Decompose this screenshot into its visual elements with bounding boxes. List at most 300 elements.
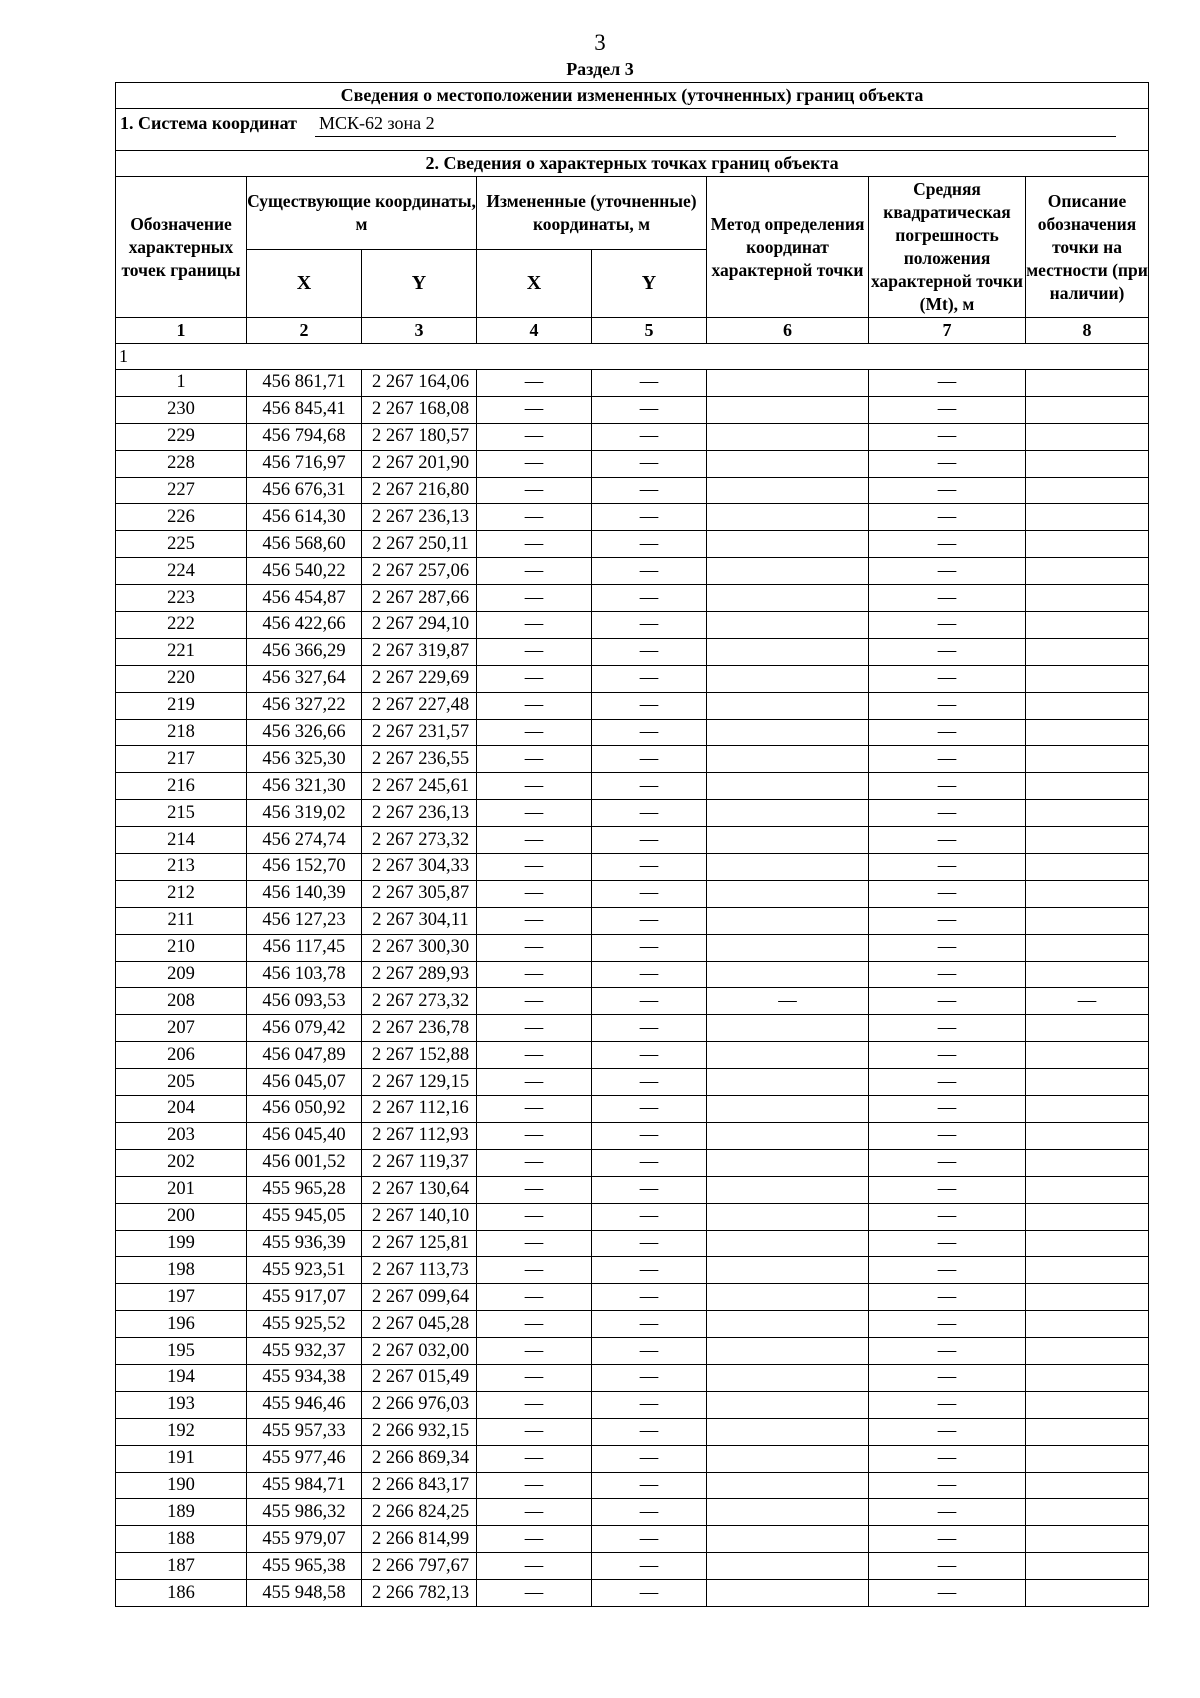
existing-y-cell: 2 267 273,32 — [362, 827, 477, 854]
existing-x-cell: 455 936,39 — [247, 1230, 362, 1257]
changed-y-cell: — — [592, 370, 707, 397]
accuracy-cell: — — [869, 665, 1026, 692]
method-cell — [707, 1472, 869, 1499]
existing-y-cell: 2 267 032,00 — [362, 1338, 477, 1365]
point-number-cell: 229 — [116, 423, 247, 450]
description-cell — [1026, 692, 1149, 719]
method-cell — [707, 961, 869, 988]
accuracy-cell: — — [869, 477, 1026, 504]
table-row — [116, 370, 1149, 397]
existing-y-cell: 2 266 797,67 — [362, 1553, 477, 1580]
existing-y-cell: 2 267 300,30 — [362, 934, 477, 961]
description-cell — [1026, 1445, 1149, 1472]
table-row — [116, 638, 1149, 665]
existing-y-cell: 2 267 304,11 — [362, 907, 477, 934]
existing-x-cell: 456 093,53 — [247, 988, 362, 1015]
header-existing-x: X — [247, 250, 362, 318]
point-number-cell: 225 — [116, 531, 247, 558]
table-row — [116, 1069, 1149, 1096]
changed-y-cell: — — [592, 988, 707, 1015]
method-cell — [707, 1149, 869, 1176]
accuracy-cell: — — [869, 638, 1026, 665]
point-number-cell: 189 — [116, 1499, 247, 1526]
table-row — [116, 1499, 1149, 1526]
accuracy-cell: — — [869, 423, 1026, 450]
changed-y-cell: — — [592, 450, 707, 477]
existing-x-cell: 456 050,92 — [247, 1096, 362, 1123]
existing-y-cell: 2 267 113,73 — [362, 1257, 477, 1284]
changed-y-cell: — — [592, 1391, 707, 1418]
accuracy-cell: — — [869, 1391, 1026, 1418]
accuracy-cell: — — [869, 1257, 1026, 1284]
existing-x-cell: 455 917,07 — [247, 1284, 362, 1311]
description-cell — [1026, 854, 1149, 881]
changed-y-cell: — — [592, 1122, 707, 1149]
method-cell — [707, 638, 869, 665]
changed-x-cell: — — [477, 396, 592, 423]
existing-x-cell: 456 103,78 — [247, 961, 362, 988]
header-changed-x: X — [477, 250, 592, 318]
method-cell — [707, 746, 869, 773]
existing-x-cell: 456 614,30 — [247, 504, 362, 531]
changed-x-cell: — — [477, 719, 592, 746]
changed-x-cell: — — [477, 612, 592, 639]
description-cell — [1026, 1176, 1149, 1203]
changed-y-cell: — — [592, 800, 707, 827]
point-number-cell: 186 — [116, 1580, 247, 1607]
description-cell — [1026, 1096, 1149, 1123]
method-cell — [707, 558, 869, 585]
changed-y-cell: — — [592, 934, 707, 961]
description-cell — [1026, 907, 1149, 934]
method-cell — [707, 1580, 869, 1607]
accuracy-cell: — — [869, 1418, 1026, 1445]
table-row — [116, 1472, 1149, 1499]
accuracy-cell: — — [869, 1499, 1026, 1526]
description-cell — [1026, 1284, 1149, 1311]
existing-y-cell: 2 267 319,87 — [362, 638, 477, 665]
changed-y-cell: — — [592, 1257, 707, 1284]
accuracy-cell: — — [869, 854, 1026, 881]
existing-y-cell: 2 267 245,61 — [362, 773, 477, 800]
description-cell — [1026, 1122, 1149, 1149]
description-cell — [1026, 1418, 1149, 1445]
point-number-cell: 197 — [116, 1284, 247, 1311]
changed-x-cell: — — [477, 934, 592, 961]
existing-x-cell: 456 140,39 — [247, 880, 362, 907]
method-cell — [707, 1364, 869, 1391]
existing-x-cell: 455 984,71 — [247, 1472, 362, 1499]
changed-y-cell: — — [592, 558, 707, 585]
table-row — [116, 1580, 1149, 1607]
description-cell — [1026, 1472, 1149, 1499]
accuracy-cell: — — [869, 1203, 1026, 1230]
changed-y-cell: — — [592, 1553, 707, 1580]
changed-x-cell: — — [477, 531, 592, 558]
contour-label: 1 — [116, 344, 1149, 370]
changed-y-cell: — — [592, 827, 707, 854]
changed-x-cell: — — [477, 988, 592, 1015]
point-number-cell: 207 — [116, 1015, 247, 1042]
table-row — [116, 1391, 1149, 1418]
accuracy-cell: — — [869, 1472, 1026, 1499]
changed-y-cell: — — [592, 1230, 707, 1257]
changed-x-cell: — — [477, 477, 592, 504]
table-row — [116, 988, 1149, 1015]
changed-x-cell: — — [477, 1176, 592, 1203]
changed-x-cell: — — [477, 1391, 592, 1418]
changed-x-cell: — — [477, 692, 592, 719]
point-number-cell: 221 — [116, 638, 247, 665]
changed-x-cell: — — [477, 1203, 592, 1230]
accuracy-cell: — — [869, 746, 1026, 773]
method-cell: — — [707, 988, 869, 1015]
table-row — [116, 1096, 1149, 1123]
method-cell — [707, 1230, 869, 1257]
description-cell — [1026, 1338, 1149, 1365]
existing-x-cell: 455 946,46 — [247, 1391, 362, 1418]
changed-x-cell: — — [477, 370, 592, 397]
description-cell — [1026, 1311, 1149, 1338]
method-cell — [707, 1015, 869, 1042]
existing-y-cell: 2 267 231,57 — [362, 719, 477, 746]
existing-x-cell: 455 945,05 — [247, 1203, 362, 1230]
method-cell — [707, 423, 869, 450]
accuracy-cell: — — [869, 558, 1026, 585]
table-row — [116, 1338, 1149, 1365]
table-row — [116, 961, 1149, 988]
accuracy-cell: — — [869, 370, 1026, 397]
description-cell — [1026, 450, 1149, 477]
description-cell — [1026, 585, 1149, 612]
accuracy-cell: — — [869, 1096, 1026, 1123]
existing-y-cell: 2 267 168,08 — [362, 396, 477, 423]
changed-y-cell: — — [592, 1445, 707, 1472]
changed-x-cell: — — [477, 1364, 592, 1391]
changed-x-cell: — — [477, 907, 592, 934]
point-number-cell: 217 — [116, 746, 247, 773]
table-row — [116, 827, 1149, 854]
column-number: 3 — [362, 318, 477, 344]
changed-y-cell: — — [592, 1472, 707, 1499]
method-cell — [707, 1069, 869, 1096]
existing-x-cell: 455 965,38 — [247, 1553, 362, 1580]
point-number-cell: 226 — [116, 504, 247, 531]
method-cell — [707, 531, 869, 558]
point-number-cell: 208 — [116, 988, 247, 1015]
point-number-cell: 215 — [116, 800, 247, 827]
changed-x-cell: — — [477, 854, 592, 881]
accuracy-cell: — — [869, 988, 1026, 1015]
changed-x-cell: — — [477, 1149, 592, 1176]
point-number-cell: 223 — [116, 585, 247, 612]
accuracy-cell: — — [869, 719, 1026, 746]
changed-y-cell: — — [592, 423, 707, 450]
table-row — [116, 880, 1149, 907]
existing-x-cell: 456 047,89 — [247, 1042, 362, 1069]
point-number-cell: 193 — [116, 1391, 247, 1418]
header-existing-y: Y — [362, 250, 477, 318]
existing-y-cell: 2 266 976,03 — [362, 1391, 477, 1418]
existing-y-cell: 2 267 216,80 — [362, 477, 477, 504]
method-cell — [707, 1445, 869, 1472]
accuracy-cell: — — [869, 934, 1026, 961]
existing-y-cell: 2 267 250,11 — [362, 531, 477, 558]
description-cell — [1026, 1015, 1149, 1042]
point-number-cell: 196 — [116, 1311, 247, 1338]
method-cell — [707, 1418, 869, 1445]
point-number-cell: 199 — [116, 1230, 247, 1257]
table-row — [116, 1418, 1149, 1445]
changed-x-cell: — — [477, 1526, 592, 1553]
changed-y-cell: — — [592, 773, 707, 800]
description-cell — [1026, 961, 1149, 988]
point-number-cell: 190 — [116, 1472, 247, 1499]
point-number-cell: 1 — [116, 370, 247, 397]
description-cell — [1026, 370, 1149, 397]
method-cell — [707, 1176, 869, 1203]
existing-y-cell: 2 266 814,99 — [362, 1526, 477, 1553]
existing-y-cell: 2 266 824,25 — [362, 1499, 477, 1526]
existing-y-cell: 2 267 305,87 — [362, 880, 477, 907]
table-row — [116, 692, 1149, 719]
point-number-cell: 198 — [116, 1257, 247, 1284]
changed-y-cell: — — [592, 1015, 707, 1042]
description-cell — [1026, 1230, 1149, 1257]
changed-y-cell: — — [592, 1042, 707, 1069]
changed-x-cell: — — [477, 1230, 592, 1257]
existing-x-cell: 456 366,29 — [247, 638, 362, 665]
changed-y-cell: — — [592, 396, 707, 423]
table-row — [116, 1257, 1149, 1284]
accuracy-cell: — — [869, 585, 1026, 612]
existing-x-cell: 456 045,40 — [247, 1122, 362, 1149]
existing-x-cell: 455 932,37 — [247, 1338, 362, 1365]
method-cell — [707, 827, 869, 854]
changed-y-cell: — — [592, 1149, 707, 1176]
changed-x-cell: — — [477, 800, 592, 827]
changed-y-cell: — — [592, 612, 707, 639]
point-number-cell: 194 — [116, 1364, 247, 1391]
existing-y-cell: 2 267 180,57 — [362, 423, 477, 450]
existing-x-cell: 456 794,68 — [247, 423, 362, 450]
method-cell — [707, 665, 869, 692]
method-cell — [707, 1338, 869, 1365]
coordinate-system-row — [116, 109, 1149, 151]
changed-y-cell: — — [592, 854, 707, 881]
existing-y-cell: 2 267 236,55 — [362, 746, 477, 773]
method-cell — [707, 719, 869, 746]
point-number-cell: 209 — [116, 961, 247, 988]
changed-x-cell: — — [477, 1069, 592, 1096]
point-number-cell: 206 — [116, 1042, 247, 1069]
table-row — [116, 612, 1149, 639]
table-title: Сведения о местоположении измененных (уточненных) границ объекта — [116, 83, 1149, 109]
existing-x-cell: 456 117,45 — [247, 934, 362, 961]
existing-x-cell: 455 957,33 — [247, 1418, 362, 1445]
existing-x-cell: 455 965,28 — [247, 1176, 362, 1203]
description-cell — [1026, 1203, 1149, 1230]
description-cell — [1026, 827, 1149, 854]
changed-y-cell: — — [592, 692, 707, 719]
table-row — [116, 1284, 1149, 1311]
changed-x-cell: — — [477, 746, 592, 773]
changed-y-cell: — — [592, 1499, 707, 1526]
existing-x-cell: 456 676,31 — [247, 477, 362, 504]
accuracy-cell: — — [869, 1122, 1026, 1149]
existing-x-cell: 456 152,70 — [247, 854, 362, 881]
changed-y-cell: — — [592, 504, 707, 531]
changed-x-cell: — — [477, 1445, 592, 1472]
point-number-cell: 210 — [116, 934, 247, 961]
changed-x-cell: — — [477, 961, 592, 988]
table-row — [116, 423, 1149, 450]
point-number-cell: 218 — [116, 719, 247, 746]
accuracy-cell: — — [869, 396, 1026, 423]
section-title: Раздел 3 — [566, 59, 634, 79]
column-number: 7 — [869, 318, 1026, 344]
description-cell — [1026, 1553, 1149, 1580]
changed-x-cell: — — [477, 1042, 592, 1069]
existing-x-cell: 456 327,64 — [247, 665, 362, 692]
existing-x-cell: 456 716,97 — [247, 450, 362, 477]
existing-x-cell: 455 948,58 — [247, 1580, 362, 1607]
existing-y-cell: 2 267 129,15 — [362, 1069, 477, 1096]
changed-x-cell: — — [477, 504, 592, 531]
existing-y-cell: 2 267 140,10 — [362, 1203, 477, 1230]
header-changed-coords: Измененные (уточненные) координаты, м — [477, 177, 707, 250]
boundary-points-table — [115, 82, 1149, 1607]
existing-y-cell: 2 267 119,37 — [362, 1149, 477, 1176]
method-cell — [707, 1526, 869, 1553]
accuracy-cell: — — [869, 531, 1026, 558]
existing-y-cell: 2 267 099,64 — [362, 1284, 477, 1311]
description-cell — [1026, 934, 1149, 961]
changed-x-cell: — — [477, 558, 592, 585]
accuracy-cell: — — [869, 1445, 1026, 1472]
changed-y-cell: — — [592, 1418, 707, 1445]
description-cell — [1026, 638, 1149, 665]
table-row — [116, 1149, 1149, 1176]
existing-y-cell: 2 267 287,66 — [362, 585, 477, 612]
description-cell — [1026, 396, 1149, 423]
column-number: 2 — [247, 318, 362, 344]
method-cell — [707, 1499, 869, 1526]
method-cell — [707, 1203, 869, 1230]
table-row — [116, 1311, 1149, 1338]
description-cell — [1026, 719, 1149, 746]
existing-x-cell: 456 454,87 — [247, 585, 362, 612]
page-number: 3 — [594, 30, 606, 55]
changed-x-cell: — — [477, 1096, 592, 1123]
existing-x-cell: 456 319,02 — [247, 800, 362, 827]
existing-x-cell: 456 861,71 — [247, 370, 362, 397]
table-row — [116, 477, 1149, 504]
accuracy-cell: — — [869, 1364, 1026, 1391]
accuracy-cell: — — [869, 880, 1026, 907]
existing-y-cell: 2 267 229,69 — [362, 665, 477, 692]
existing-y-cell: 2 267 015,49 — [362, 1364, 477, 1391]
changed-x-cell: — — [477, 450, 592, 477]
point-number-cell: 220 — [116, 665, 247, 692]
column-number: 1 — [116, 318, 247, 344]
header-point-designation: Обозначение характерных точек границы — [116, 177, 247, 318]
table-row — [116, 1364, 1149, 1391]
method-cell — [707, 612, 869, 639]
point-number-cell: 212 — [116, 880, 247, 907]
accuracy-cell: — — [869, 504, 1026, 531]
description-cell — [1026, 800, 1149, 827]
accuracy-cell: — — [869, 827, 1026, 854]
changed-y-cell: — — [592, 1284, 707, 1311]
existing-x-cell: 455 979,07 — [247, 1526, 362, 1553]
existing-y-cell: 2 267 125,81 — [362, 1230, 477, 1257]
table-row — [116, 1526, 1149, 1553]
table-row — [116, 1015, 1149, 1042]
table-row — [116, 773, 1149, 800]
description-cell — [1026, 1580, 1149, 1607]
method-cell — [707, 773, 869, 800]
accuracy-cell: — — [869, 1526, 1026, 1553]
method-cell — [707, 585, 869, 612]
existing-x-cell: 456 845,41 — [247, 396, 362, 423]
point-number-cell: 205 — [116, 1069, 247, 1096]
method-cell — [707, 880, 869, 907]
method-cell — [707, 477, 869, 504]
table-row — [116, 585, 1149, 612]
header-description: Описание обозначения точки на местности (при наличии) — [1026, 177, 1149, 318]
changed-x-cell: — — [477, 1015, 592, 1042]
changed-y-cell: — — [592, 1176, 707, 1203]
changed-x-cell: — — [477, 1311, 592, 1338]
column-number: 4 — [477, 318, 592, 344]
description-cell — [1026, 746, 1149, 773]
existing-y-cell: 2 267 236,13 — [362, 504, 477, 531]
changed-y-cell: — — [592, 1364, 707, 1391]
accuracy-cell: — — [869, 1284, 1026, 1311]
table-row — [116, 450, 1149, 477]
existing-y-cell: 2 267 112,16 — [362, 1096, 477, 1123]
changed-x-cell: — — [477, 1418, 592, 1445]
column-number: 5 — [592, 318, 707, 344]
method-cell — [707, 396, 869, 423]
table-row — [116, 1176, 1149, 1203]
existing-y-cell: 2 267 304,33 — [362, 854, 477, 881]
description-cell — [1026, 1499, 1149, 1526]
changed-x-cell: — — [477, 1257, 592, 1284]
accuracy-cell: — — [869, 450, 1026, 477]
accuracy-cell: — — [869, 1553, 1026, 1580]
description-cell — [1026, 1526, 1149, 1553]
point-number-cell: 228 — [116, 450, 247, 477]
existing-x-cell: 456 568,60 — [247, 531, 362, 558]
existing-x-cell: 456 321,30 — [247, 773, 362, 800]
changed-y-cell: — — [592, 907, 707, 934]
table-row — [116, 1445, 1149, 1472]
table-row — [116, 665, 1149, 692]
point-number-cell: 192 — [116, 1418, 247, 1445]
point-number-cell: 187 — [116, 1553, 247, 1580]
description-cell — [1026, 665, 1149, 692]
point-number-cell: 211 — [116, 907, 247, 934]
description-cell — [1026, 612, 1149, 639]
point-number-cell: 188 — [116, 1526, 247, 1553]
changed-x-cell: — — [477, 1499, 592, 1526]
method-cell — [707, 854, 869, 881]
method-cell — [707, 1311, 869, 1338]
changed-y-cell: — — [592, 585, 707, 612]
point-number-cell: 227 — [116, 477, 247, 504]
